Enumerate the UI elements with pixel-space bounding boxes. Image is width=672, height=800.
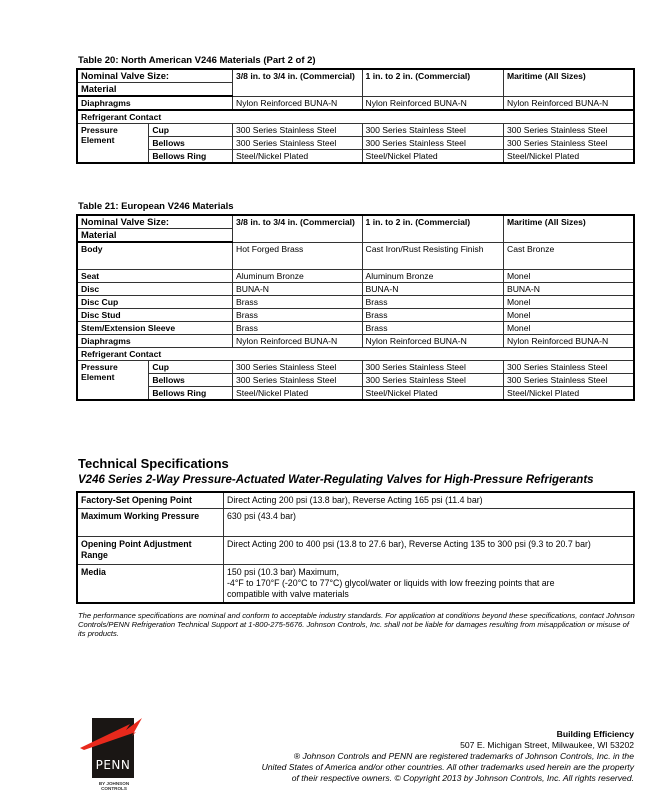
cell: Cast Bronze	[503, 242, 634, 269]
col-header: Maritime (All Sizes)	[503, 69, 634, 96]
material-label: Material	[77, 229, 233, 243]
cell: Steel/Nickel Plated	[362, 150, 503, 164]
row-label: Diaphragms	[77, 334, 233, 347]
cell: 300 Series Stainless Steel	[362, 373, 503, 386]
footer-address: 507 E. Michigan Street, Milwaukee, WI 53202	[460, 740, 634, 750]
penn-logo	[92, 718, 134, 778]
row-label: Diaphragms	[77, 96, 233, 110]
cell: 300 Series Stainless Steel	[503, 360, 634, 373]
row-label: Bellows Ring	[149, 150, 233, 164]
cell: Monel	[503, 308, 634, 321]
section-label: Refrigerant Contact	[77, 110, 634, 124]
spec-value	[224, 565, 635, 604]
row-label: Cup	[149, 360, 233, 373]
row-label: Disc Stud	[77, 308, 233, 321]
spec-value-line: -4°F to 170°F (-20°C to 77°C) glycol/water or liquids with low freezing points that are	[227, 578, 555, 588]
table21-european-materials	[76, 214, 635, 401]
col-header: 3/8 in. to 3/4 in. (Commercial)	[233, 69, 363, 96]
cell: Cast Iron/Rust Resisting Finish	[362, 242, 503, 269]
spec-value-line: compatible with valve materials	[227, 589, 349, 599]
spec-value: Direct Acting 200 psi (13.8 bar), Reverse Acting 165 psi (11.4 bar)	[224, 492, 635, 509]
nominal-size-label: Nominal Valve Size:	[77, 69, 233, 83]
section-subtitle: V246 Series 2-Way Pressure-Actuated Water-Regulating Valves for High-Pressure Refrigerants	[78, 474, 594, 486]
tech-specs-table	[76, 491, 635, 604]
cell: Aluminum Bronze	[362, 269, 503, 282]
cell: 300 Series Stainless Steel	[362, 360, 503, 373]
row-label: Seat	[77, 269, 233, 282]
footer	[262, 729, 634, 784]
row-label: Bellows	[149, 137, 233, 150]
cell: Nylon Reinforced BUNA-N	[503, 96, 634, 110]
spec-value: 630 psi (43.4 bar)	[224, 509, 635, 537]
cell: Brass	[233, 321, 363, 334]
cell: Aluminum Bronze	[233, 269, 363, 282]
col-header: 1 in. to 2 in. (Commercial)	[362, 69, 503, 96]
logo-subtext: BY JOHNSON CONTROLS	[98, 781, 130, 791]
table20-caption: Table 20: North American V246 Materials (Part 2 of 2)	[78, 55, 316, 66]
row-label: Body	[77, 242, 233, 269]
spec-label: Factory-Set Opening Point	[77, 492, 224, 509]
cell: 300 Series Stainless Steel	[233, 124, 363, 137]
row-label: Stem/Extension Sleeve	[77, 321, 233, 334]
cell: Nylon Reinforced BUNA-N	[233, 334, 363, 347]
cell: Brass	[362, 308, 503, 321]
spec-label: Opening Point Adjustment Range	[77, 537, 224, 565]
cell: BUNA-N	[233, 282, 363, 295]
red-bolt-icon	[80, 714, 150, 754]
footer-org: Building Efficiency	[556, 729, 634, 739]
col-header: 1 in. to 2 in. (Commercial)	[362, 215, 503, 242]
cell: Brass	[362, 321, 503, 334]
cell: Brass	[362, 295, 503, 308]
disclaimer: The performance specifications are nominal and conform to acceptable industry standards. For application at conditions beyond these specifications, contact Johnson Controls/PENN Refrigeration Technical Support at 1-800-275-5676. Johnson Controls, Inc. shall not be liable for damages resulting from misapplication or misuse of its products.	[78, 611, 635, 638]
cell: Monel	[503, 269, 634, 282]
cell: Hot Forged Brass	[233, 242, 363, 269]
cell: Steel/Nickel Plated	[362, 386, 503, 400]
cell: Nylon Reinforced BUNA-N	[503, 334, 634, 347]
footer-legal: ® Johnson Controls and PENN are registered trademarks of Johnson Controls, Inc. in the	[293, 751, 634, 761]
cell: BUNA-N	[362, 282, 503, 295]
cell: 300 Series Stainless Steel	[233, 137, 363, 150]
material-label: Material	[77, 83, 233, 97]
row-label: Disc	[77, 282, 233, 295]
cell: 300 Series Stainless Steel	[362, 124, 503, 137]
cell: Nylon Reinforced BUNA-N	[233, 96, 363, 110]
spec-value: Direct Acting 200 to 400 psi (13.8 to 27.6 bar), Reverse Acting 135 to 300 psi (9.3 to 20.7 bar)	[224, 537, 635, 565]
table21-caption: Table 21: European V246 Materials	[78, 201, 234, 212]
cell: BUNA-N	[503, 282, 634, 295]
cell: 300 Series Stainless Steel	[233, 373, 363, 386]
spec-label: Maximum Working Pressure	[77, 509, 224, 537]
cell: 300 Series Stainless Steel	[503, 124, 634, 137]
cell: Monel	[503, 321, 634, 334]
logo-text: PENN	[95, 758, 131, 772]
cell: Brass	[233, 308, 363, 321]
row-label: Bellows Ring	[149, 386, 233, 400]
spec-value-line: 150 psi (10.3 bar) Maximum,	[227, 567, 339, 577]
footer-legal: of their respective owners. © Copyright 2013 by Johnson Controls, Inc. All rights reserved.	[291, 773, 634, 783]
cell: Brass	[233, 295, 363, 308]
cell: 300 Series Stainless Steel	[233, 360, 363, 373]
group-label: Pressure Element	[77, 360, 149, 400]
cell: Steel/Nickel Plated	[503, 150, 634, 164]
cell: Nylon Reinforced BUNA-N	[362, 96, 503, 110]
cell: Steel/Nickel Plated	[503, 386, 634, 400]
row-label: Cup	[149, 124, 233, 137]
cell: Nylon Reinforced BUNA-N	[362, 334, 503, 347]
cell: 300 Series Stainless Steel	[503, 137, 634, 150]
cell: 300 Series Stainless Steel	[503, 373, 634, 386]
group-label: Pressure Element	[77, 124, 149, 164]
cell: 300 Series Stainless Steel	[362, 137, 503, 150]
spec-label: Media	[77, 565, 224, 604]
section-title: Technical Specifications	[78, 456, 229, 471]
row-label: Bellows	[149, 373, 233, 386]
footer-legal: United States of America and/or other countries. All other trademarks used herein are the property	[261, 762, 634, 772]
cell: Monel	[503, 295, 634, 308]
section-label: Refrigerant Contact	[77, 347, 634, 360]
col-header: 3/8 in. to 3/4 in. (Commercial)	[233, 215, 363, 242]
row-label: Disc Cup	[77, 295, 233, 308]
cell: Steel/Nickel Plated	[233, 386, 363, 400]
col-header: Maritime (All Sizes)	[503, 215, 634, 242]
nominal-size-label: Nominal Valve Size:	[77, 215, 233, 229]
cell: Steel/Nickel Plated	[233, 150, 363, 164]
table20-north-american-materials	[76, 68, 635, 164]
